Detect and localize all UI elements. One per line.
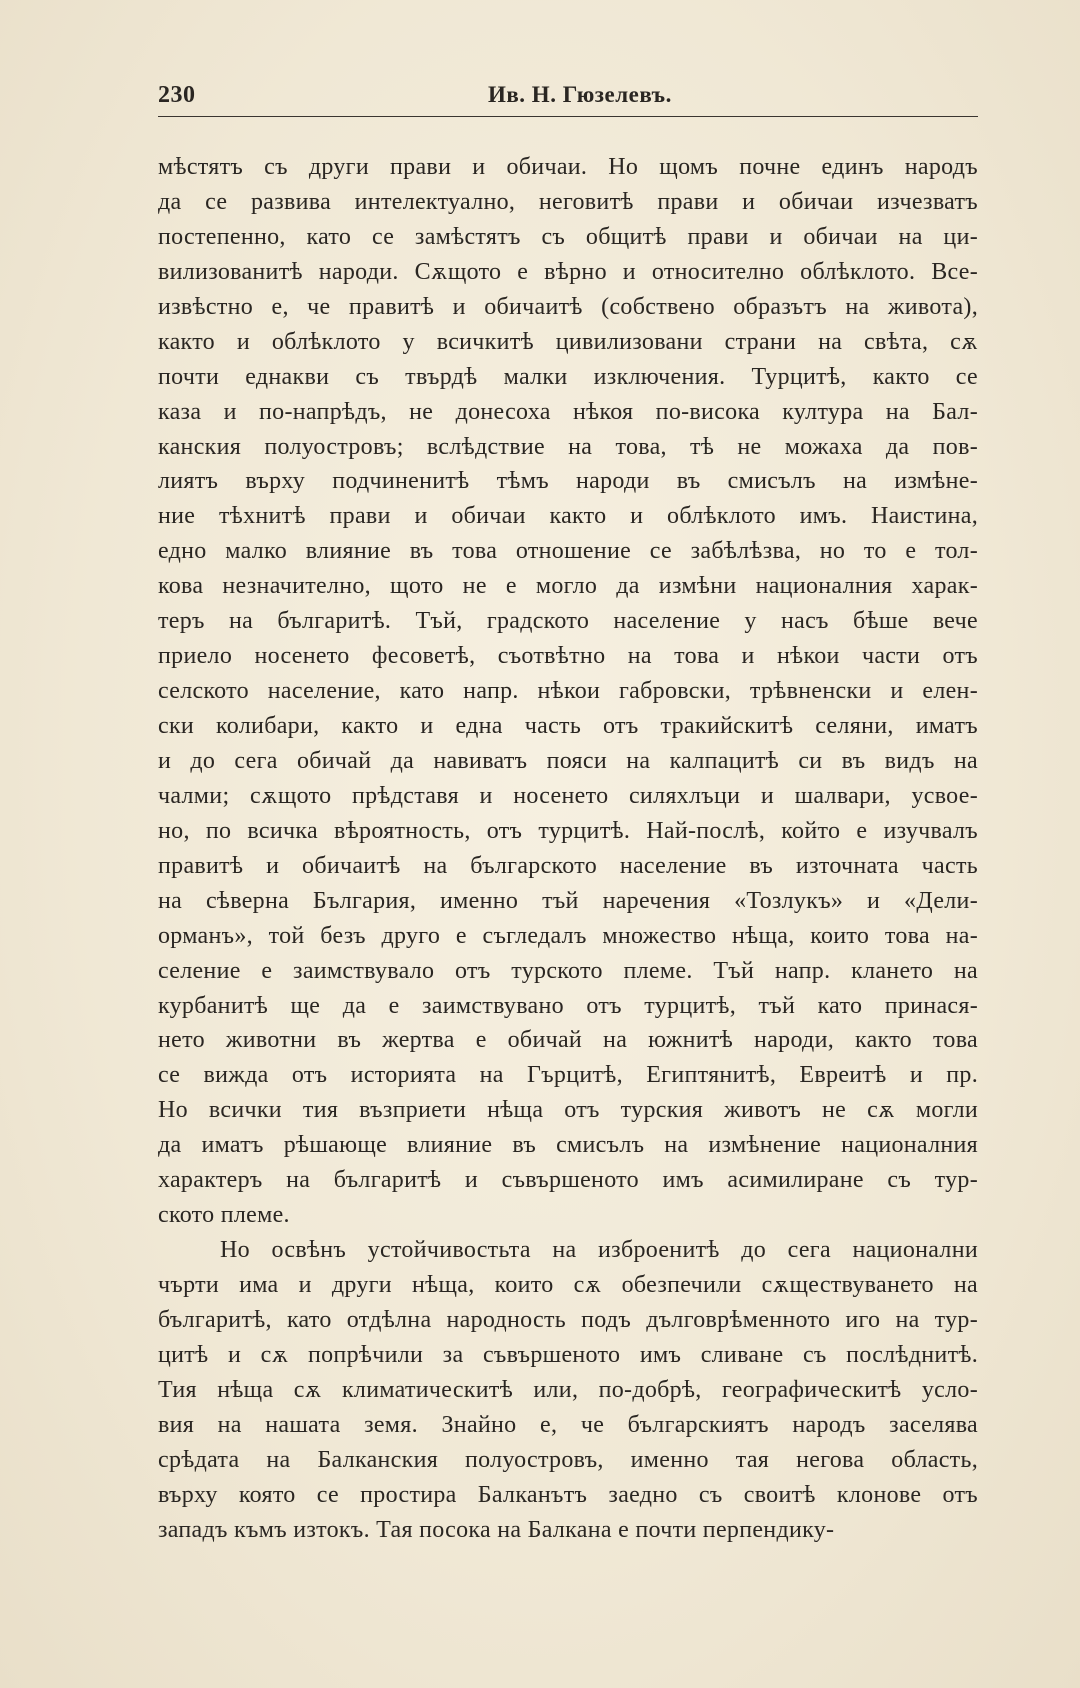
text-line: мѣстятъ съ други прави и обичаи. Но щомъ почне единъ народъ	[158, 154, 978, 180]
text-line: приело носенето фесоветѣ, съотвѣтно на това и нѣкои части отъ	[158, 643, 978, 670]
paragraph-2	[158, 1233, 978, 1547]
text-line: и до сега обичай да навиватъ пояси на калпацитѣ си въ видъ на	[158, 747, 978, 774]
text-line: на сѣверна България, именно тъй наречения «Тозлукъ» и «Дели-	[158, 887, 978, 914]
text-line: теръ на българитѣ. Тъй, градското население у насъ бѣше вече	[158, 608, 978, 635]
text-line: вия на нашата земя. Знайно е, че българскиятъ народъ заселява	[158, 1411, 978, 1438]
text-line: върху която се простира Балканътъ заедно съ своитѣ клонове отъ	[158, 1481, 978, 1508]
text-line: характеръ на българитѣ и съвършеното имъ асимилиране съ тур-	[158, 1167, 978, 1194]
text-line: вилизованитѣ народи. Сѫщото е вѣрно и относително облѣклото. Все-	[158, 258, 978, 285]
text-line: орманъ», той безъ друго е съгледалъ множество нѣща, които това на-	[158, 922, 978, 949]
text-line: почти еднакви съ твърдѣ малки изключения. Турцитѣ, както се	[158, 363, 978, 390]
text-line: извѣстно е, че правитѣ и обичаитѣ (собствено образътъ на живота),	[158, 293, 978, 320]
text-line: чалми; сѫщото прѣдставя и носенето силяхлъци и шалвари, усвое-	[158, 782, 978, 809]
running-head: Ив. Н. Гюзелевъ.	[488, 82, 672, 107]
text-line: кова незначително, щото не е могло да измѣни националния харак-	[158, 573, 978, 600]
text-line: да се развива интелектуално, неговитѣ прави и обичаи изчезватъ	[158, 188, 978, 215]
text-line: ние тѣхнитѣ прави и обичаи както и облѣклото имъ. Наистина,	[158, 503, 978, 530]
text-line: курбанитѣ ще да е заимствувано отъ турцитѣ, тъй като принася-	[158, 992, 978, 1019]
text-line: както и облѣклото у всичкитѣ цивилизовани страни на свѣта, сѫ	[158, 328, 978, 355]
text-line: правитѣ и обичаитѣ на българското население въ източната часть	[158, 852, 978, 879]
text-line: каза и по-напрѣдъ, не донесоха нѣкоя по-висока култура на Бал-	[158, 398, 978, 425]
body-text	[158, 150, 978, 1548]
text-line: нето животни въ жертва е обичай на южнитѣ народи, както това	[158, 1027, 978, 1054]
text-line: ски колибари, както и една часть отъ тракийскитѣ селяни, иматъ	[158, 713, 978, 739]
text-line: срѣдата на Балканския полуостровъ, именно тая негова область,	[158, 1446, 978, 1473]
text-line: селското население, като напр. нѣкои габровски, трѣвненски и елен-	[158, 678, 978, 705]
text-line: ското племе.	[158, 1202, 290, 1229]
text-line: постепенно, като се замѣстятъ съ общитѣ прави и обичаи на ци-	[158, 223, 978, 250]
page-number: 230	[158, 82, 196, 108]
text-line: Тия нѣща сѫ климатическитѣ или, по-добрѣ, географическитѣ усло-	[158, 1376, 978, 1403]
text-line: западъ къмъ изтокъ. Тая посока на Балкана е почти перпендику-	[158, 1516, 835, 1543]
text-line: канския полуостровъ; вслѣдствие на това, тѣ не можаха да пов-	[158, 433, 978, 460]
text-line: българитѣ, като отдѣлна народность подъ дълговрѣменното иго на тур-	[158, 1306, 978, 1333]
text-line: се вижда отъ историята на Гърцитѣ, Египтянитѣ, Евреитѣ и пр.	[158, 1062, 978, 1089]
page-header	[158, 82, 978, 118]
header-rule	[158, 116, 978, 117]
text-line: чърти има и други нѣща, които сѫ обезпечили сѫществуването на	[158, 1272, 978, 1298]
text-line: лиятъ върху подчиненитѣ тѣмъ народи въ смисълъ на измѣне-	[158, 468, 978, 495]
text-line: едно малко влияние въ това отношение се забѣлѣзва, но то е тол-	[158, 538, 978, 565]
text-line: селение е заимствувало отъ турското племе. Тъй напр. клането на	[158, 957, 978, 984]
text-line: да иматъ рѣшающе влияние въ смисълъ на измѣнение националния	[158, 1132, 978, 1159]
text-line: цитѣ и сѫ попрѣчили за съвършеното имъ сливане съ послѣднитѣ.	[158, 1341, 978, 1368]
text-line: Но освѣнъ устойчивостьта на изброенитѣ до сега национални	[220, 1237, 978, 1264]
paragraph-1	[158, 150, 978, 1233]
text-line: Но всички тия възприети нѣща отъ турския животъ не сѫ могли	[158, 1097, 978, 1124]
text-line: но, по всичка вѣроятность, отъ турцитѣ. Най-послѣ, който е изучвалъ	[158, 817, 978, 844]
